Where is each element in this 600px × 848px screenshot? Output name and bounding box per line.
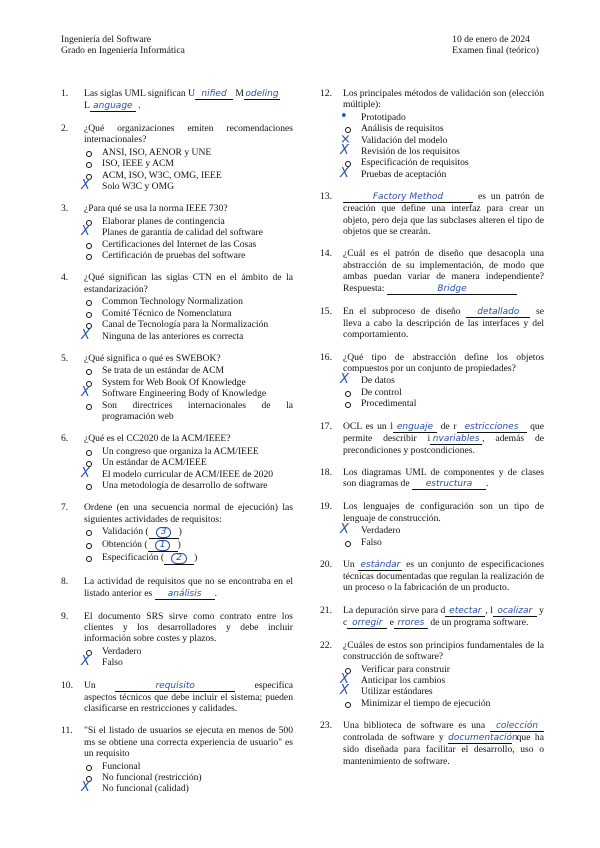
handwritten-answer: 2	[171, 553, 187, 564]
option[interactable]	[81, 465, 293, 481]
question-text: ¿Qué organizaciones emiten recomendaciones internacionales?	[84, 123, 293, 146]
option[interactable]	[340, 522, 544, 538]
handwritten-check-icon: X	[81, 465, 90, 481]
question-text: Los diagramas UML de componentes y de clases son diagramas de	[343, 466, 544, 490]
question-text: ¿Qué tipo de abstracción define los objetos compuestos por un conjunto de propiedades?	[343, 351, 544, 374]
option[interactable]	[81, 654, 293, 670]
order-field[interactable]	[164, 552, 194, 565]
option-label: Ninguna de las anteriores es correcta	[102, 330, 244, 342]
radio-bullet[interactable]	[345, 391, 351, 397]
order-close: )	[194, 552, 198, 564]
question-9	[61, 611, 293, 669]
right-column	[320, 88, 544, 778]
question-text: M	[233, 88, 244, 99]
question-number: 6.	[61, 433, 69, 445]
question-8	[61, 576, 293, 599]
question-number: 3.	[61, 203, 69, 215]
answer-blank[interactable]	[155, 587, 218, 600]
option[interactable]	[81, 385, 293, 401]
question-text: Las siglas UML significan U	[84, 88, 196, 99]
option[interactable]	[340, 108, 544, 124]
option-label: Elaborar planes de contingencia	[102, 215, 225, 227]
option-label: Canal de Tecnología para la Normalización	[102, 319, 269, 331]
option-label: Funcional	[102, 760, 141, 772]
option[interactable]	[84, 296, 293, 307]
order-close: )	[177, 539, 181, 551]
answer-blank[interactable]	[244, 89, 280, 100]
answer-blank[interactable]	[347, 618, 387, 629]
option-list	[340, 522, 544, 548]
radio-bullet[interactable]	[345, 541, 351, 547]
option-label: No funcional (calidad)	[102, 783, 189, 795]
option-label: Certificaciones del Internet de las Cosas	[102, 238, 257, 250]
exam-date: 10 de enero de 2024	[452, 34, 530, 45]
question-text: , además de precondiciones y postcondiciones.	[343, 432, 544, 456]
option[interactable]	[84, 158, 293, 169]
answer-blank[interactable]	[115, 681, 235, 692]
question-20	[320, 559, 544, 594]
question-number: 22.	[320, 639, 332, 651]
question-22	[320, 640, 544, 709]
option[interactable]	[343, 157, 544, 168]
handwritten-check-icon: ×	[340, 131, 351, 147]
question-text: , l	[485, 604, 493, 616]
handwritten-answer: etectar	[449, 605, 482, 616]
option-label: Prototipado	[361, 111, 406, 123]
radio-bullet[interactable]	[86, 450, 92, 456]
degree-name: Grado en Ingeniería Informática	[61, 45, 185, 57]
question-number: 1.	[61, 88, 69, 99]
radio-bullet[interactable]	[86, 765, 92, 771]
order-item	[84, 539, 293, 552]
header-right	[452, 34, 539, 57]
radio-bullet[interactable]	[86, 151, 92, 157]
option[interactable]	[84, 457, 293, 468]
radio-bullet[interactable]	[86, 243, 92, 249]
question-text: La depuración sirve para d	[343, 604, 446, 616]
option[interactable]	[81, 224, 293, 240]
question-text: OCL es un l	[343, 420, 393, 432]
question-text: Los lenguajes de configuración son un tipo de lenguaje de construcción.	[343, 501, 544, 524]
option-list	[81, 296, 293, 343]
question-15	[320, 306, 544, 341]
question-number: 21.	[320, 604, 332, 616]
order-field[interactable]	[148, 539, 178, 552]
option-label: Falso	[102, 657, 123, 669]
option[interactable]	[340, 683, 544, 699]
radio-bullet[interactable]	[345, 402, 351, 408]
handwritten-answer: estándar	[360, 559, 401, 570]
header-left	[61, 34, 185, 57]
order-label: Validación (	[102, 526, 149, 538]
option[interactable]	[84, 446, 293, 457]
question-number: 13.	[320, 191, 332, 203]
option[interactable]	[84, 365, 293, 376]
answer-blank[interactable]	[430, 434, 482, 445]
option[interactable]	[84, 308, 293, 319]
question-text: .	[486, 478, 489, 490]
option-list	[340, 372, 544, 410]
question-text: que permite describir i	[343, 420, 544, 444]
handwritten-answer: rrores	[397, 617, 425, 628]
question-number: 18.	[320, 466, 332, 478]
question-text: es un conjunto de especificaciones técnicas documentadas que regulan la realización de un proceso o la fabricación de un producto.	[343, 558, 544, 594]
radio-bullet[interactable]	[86, 300, 92, 306]
option-label: ANSI, ISO, AENOR y UNE	[102, 146, 212, 158]
answer-blank[interactable]	[412, 478, 489, 490]
radio-bullet[interactable]	[86, 484, 92, 490]
handwritten-answer: colección	[495, 721, 539, 732]
handwritten-check-icon: X	[340, 522, 349, 538]
option[interactable]	[84, 761, 293, 772]
option-label: Anticipar los cambios	[361, 675, 446, 686]
option-list	[81, 146, 293, 194]
question-5	[61, 353, 293, 422]
option-label: De control	[361, 386, 402, 398]
option[interactable]	[340, 372, 544, 388]
question-12	[320, 88, 544, 180]
option-label: Verdadero	[102, 645, 142, 657]
question-text: es un patrón de creación que define una interfaz para crear un objeto, pero deja que las subclases alteren el tipo de objetos que se crearán.	[343, 191, 544, 238]
question-text: de un programa software.	[427, 616, 529, 628]
answer-blank[interactable]	[448, 733, 518, 744]
option-label: Un estándar de ACM/IEEE	[102, 457, 207, 469]
question-text: ¿Cuáles de estos son principios fundamentales de la construcción de software?	[343, 639, 544, 663]
question-number: 7.	[61, 502, 69, 514]
question-21	[320, 605, 544, 629]
option-label: ISO, IEEE y ACM	[102, 158, 174, 170]
option[interactable]	[340, 131, 544, 147]
handwritten-answer: orregir	[352, 617, 383, 628]
order-list	[84, 526, 293, 565]
question-text: especifica aspectos técnicos que debe incluir el sistema; pueden clasificarse en restricciones y calidades.	[84, 679, 293, 715]
question-number: 12.	[320, 88, 332, 99]
handwritten-answer: nified	[201, 89, 227, 99]
question-23	[320, 720, 544, 767]
radio-bullet[interactable]	[86, 254, 92, 260]
handwritten-answer: documentación	[448, 733, 518, 744]
question-7	[61, 502, 293, 565]
option-label: De datos	[361, 375, 395, 387]
option-label: System for Web Book Of Knowledge	[102, 376, 246, 388]
handwritten-answer: requisito	[155, 680, 195, 691]
option[interactable]	[81, 780, 293, 796]
option[interactable]	[340, 143, 544, 159]
handwritten-answer: análisis	[167, 588, 202, 599]
question-text: "Si el listado de usuarios se ejecuta en menos de 500 ms se obtiene una correcta experiencia de usuario" es un requisito	[84, 725, 293, 760]
question-text: de r	[436, 420, 457, 432]
option[interactable]	[84, 239, 293, 250]
option-label: Planes de garantía de calidad del software	[102, 227, 263, 239]
question-text: La actividad de requisitos que no se encontraba en el listado anterior es	[84, 576, 293, 599]
question-text: ¿Qué es el CC2020 de la ACM/IEEE?	[84, 433, 231, 445]
question-3	[61, 203, 293, 261]
option[interactable]	[84, 400, 293, 423]
option-label: Solo W3C y OMG	[102, 181, 175, 193]
option-label: Verdadero	[361, 525, 401, 537]
option-list	[81, 365, 293, 422]
question-text: se lleva a cabo la descripción de las interfaces y del comportamiento.	[343, 305, 544, 341]
handwritten-check-icon: •	[340, 108, 348, 124]
option-label: No funcional (restricción)	[102, 772, 202, 784]
option-label: Verificar para construir	[361, 663, 450, 675]
question-number: 19.	[320, 501, 332, 513]
question-text: controlada de software y	[343, 732, 444, 744]
order-item	[84, 526, 293, 539]
radio-bullet[interactable]	[86, 312, 92, 318]
option[interactable]	[84, 646, 293, 657]
handwritten-check-icon: X	[340, 372, 349, 388]
option-label: Falso	[361, 536, 382, 548]
handwritten-answer: odeling	[245, 89, 279, 99]
question-text: En el subproceso de diseño	[343, 305, 461, 317]
question-2	[61, 123, 293, 192]
handwritten-check-icon: X	[81, 327, 90, 343]
bullet	[86, 556, 92, 562]
option[interactable]	[84, 170, 293, 181]
answer-blank[interactable]	[466, 307, 530, 318]
option-list	[81, 445, 293, 492]
question-18	[320, 467, 544, 490]
question-6	[61, 433, 293, 491]
option-label: Pruebas de aceptación	[361, 168, 447, 180]
answer-blank[interactable]	[387, 284, 517, 295]
question-1	[61, 88, 293, 112]
question-4	[61, 272, 293, 341]
question-number: 16.	[320, 351, 332, 363]
option-list	[81, 645, 293, 670]
option-label: Validación del modelo	[361, 134, 448, 146]
handwritten-check-icon: X	[340, 165, 349, 181]
option[interactable]	[84, 216, 293, 227]
option-label: Utilizar estándares	[361, 686, 433, 698]
handwritten-check-icon: X	[81, 654, 90, 670]
question-number: 17.	[320, 420, 332, 432]
radio-bullet[interactable]	[86, 404, 92, 410]
option-label: Software Engineering Body of Knowledge	[102, 388, 267, 400]
question-number: 10.	[61, 679, 73, 691]
option[interactable]	[343, 123, 544, 134]
course-name: Ingeniería del Software	[61, 34, 152, 45]
option-label: Especificación de requisitos	[361, 157, 469, 169]
left-column	[61, 88, 293, 806]
option-list	[81, 760, 293, 796]
option[interactable]	[84, 319, 293, 330]
handwritten-answer: estructura	[425, 479, 473, 490]
option[interactable]	[84, 480, 293, 491]
radio-bullet[interactable]	[86, 162, 92, 168]
question-text: ¿Cuál es el patrón de diseño que desacopla una abstracción de su implementación, de modo que ambas puedan variar de manera independiente? Respuesta:	[343, 248, 544, 294]
question-number: 14.	[320, 248, 332, 260]
answer-blank[interactable]	[393, 422, 437, 433]
option-label: Revisión de los requisitos	[361, 146, 460, 158]
handwritten-answer: enguaje	[396, 421, 434, 432]
option-label: ACM, ISO, W3C, OMG, IEEE	[102, 169, 222, 181]
question-number: 4.	[61, 272, 69, 284]
answer-blank[interactable]	[445, 606, 485, 617]
question-text: L	[84, 100, 90, 111]
answer-blank[interactable]	[195, 89, 233, 100]
handwritten-check-icon: X	[81, 224, 90, 240]
option-label: Una metodología de desarrollo de software	[102, 479, 268, 491]
answer-blank[interactable]	[490, 721, 544, 732]
option[interactable]	[81, 178, 293, 194]
option-label: Minimizar el tiempo de ejecución	[361, 697, 491, 709]
question-13	[320, 191, 544, 237]
option-label: El modelo curricular de ACM/IEEE de 2020	[102, 468, 274, 480]
option-list	[340, 663, 544, 710]
option-label: Análisis de requisitos	[361, 123, 444, 135]
question-text: ¿Qué significa o qué es SWEBOK?	[84, 352, 221, 364]
handwritten-answer: Factory Method	[372, 192, 444, 203]
question-text: e	[387, 616, 394, 628]
option-label: Se trata de un estándar de ACM	[102, 365, 225, 377]
handwritten-answer: detallado	[477, 306, 520, 317]
bullet	[86, 530, 92, 536]
question-text: ¿Para qué se usa la norma IEEE 730?	[84, 203, 228, 215]
option-list	[340, 108, 544, 181]
answer-blank[interactable]	[493, 606, 537, 617]
question-10	[61, 680, 293, 715]
question-number: 15.	[320, 305, 332, 317]
answer-blank[interactable]	[394, 618, 428, 629]
option[interactable]	[343, 698, 544, 709]
question-11	[61, 725, 293, 794]
question-text: Una biblioteca de software es una	[343, 720, 486, 732]
order-close: )	[178, 526, 182, 538]
question-text: Un	[343, 558, 355, 570]
question-text: ¿Qué significan las siglas CTN en el ámbito de la estandarización?	[84, 272, 293, 295]
question-text: y c	[343, 604, 544, 628]
answer-blank[interactable]	[358, 560, 402, 571]
handwritten-answer: Bridge	[437, 283, 467, 294]
question-text: que ha sido diseñada para facilitar el desarrollo, uso o mantenimiento de software.	[343, 732, 544, 767]
option[interactable]	[81, 327, 293, 343]
option-list	[81, 215, 293, 262]
question-14	[320, 248, 544, 294]
handwritten-answer: nvariables	[432, 433, 480, 444]
question-16	[320, 352, 544, 410]
question-number: 2.	[61, 123, 69, 134]
handwritten-answer: 3	[156, 527, 172, 538]
option[interactable]	[340, 165, 544, 181]
question-number: 11.	[61, 725, 73, 737]
handwritten-answer: estricciones	[464, 421, 519, 432]
question-text: Un	[84, 679, 96, 691]
option-label: Comité Técnico de Nomenclatura	[102, 307, 232, 319]
option-label: Certificación de pruebas del software	[102, 250, 246, 262]
handwritten-check-icon: X	[81, 385, 90, 401]
question-number: 9.	[61, 610, 69, 622]
radio-bullet[interactable]	[345, 702, 351, 708]
handwritten-check-icon: X	[340, 143, 349, 159]
option[interactable]	[84, 377, 293, 388]
option[interactable]	[343, 537, 544, 548]
question-number: 23.	[320, 720, 332, 732]
question-text: .	[214, 587, 218, 599]
order-field[interactable]	[149, 526, 179, 539]
handwritten-check-icon: X	[340, 672, 349, 687]
order-item	[84, 552, 293, 565]
question-19	[320, 501, 544, 548]
answer-blank[interactable]	[457, 422, 527, 433]
option[interactable]	[343, 398, 544, 409]
order-label: Obtención (	[102, 539, 148, 551]
question-text: .	[135, 100, 141, 111]
option-label: Son directrices internacionales de la programación web	[102, 399, 293, 422]
handwritten-answer: anguage	[93, 101, 133, 111]
handwritten-check-icon: X	[81, 780, 90, 796]
option[interactable]	[84, 772, 293, 783]
option-label: Un congreso que organiza la ACM/IEEE	[102, 445, 259, 457]
option[interactable]	[343, 387, 544, 398]
handwritten-answer: ocalizar	[497, 605, 533, 616]
option-label: Common Technology Normalization	[102, 296, 243, 308]
question-17	[320, 421, 544, 456]
option-label: Procedimental	[361, 398, 417, 410]
radio-bullet[interactable]	[86, 369, 92, 375]
handwritten-check-icon: X	[81, 178, 90, 194]
option[interactable]	[84, 250, 293, 261]
question-number: 5.	[61, 352, 69, 364]
exam-title: Examen final (teórico)	[452, 45, 539, 57]
answer-blank[interactable]	[90, 101, 136, 112]
option[interactable]	[84, 147, 293, 158]
question-number: 8.	[61, 576, 69, 588]
answer-blank[interactable]	[343, 192, 473, 203]
option[interactable]	[340, 672, 544, 687]
handwritten-answer: 1	[155, 540, 171, 551]
bullet	[86, 543, 92, 549]
option[interactable]	[343, 664, 544, 675]
handwritten-check-icon: X	[340, 683, 349, 699]
order-label: Especificación (	[102, 552, 165, 564]
question-text: El documento SRS sirve como contrato entre los clientes y los desarrolladores y debe incluir información sobre costes y plazos.	[84, 610, 293, 645]
question-number: 20.	[320, 558, 332, 570]
question-text: Los principales métodos de validación son (elección múltiple):	[343, 88, 544, 111]
question-text: Ordene (en una secuencia normal de ejecución) las siguientes actividades de requisitos:	[84, 502, 293, 525]
